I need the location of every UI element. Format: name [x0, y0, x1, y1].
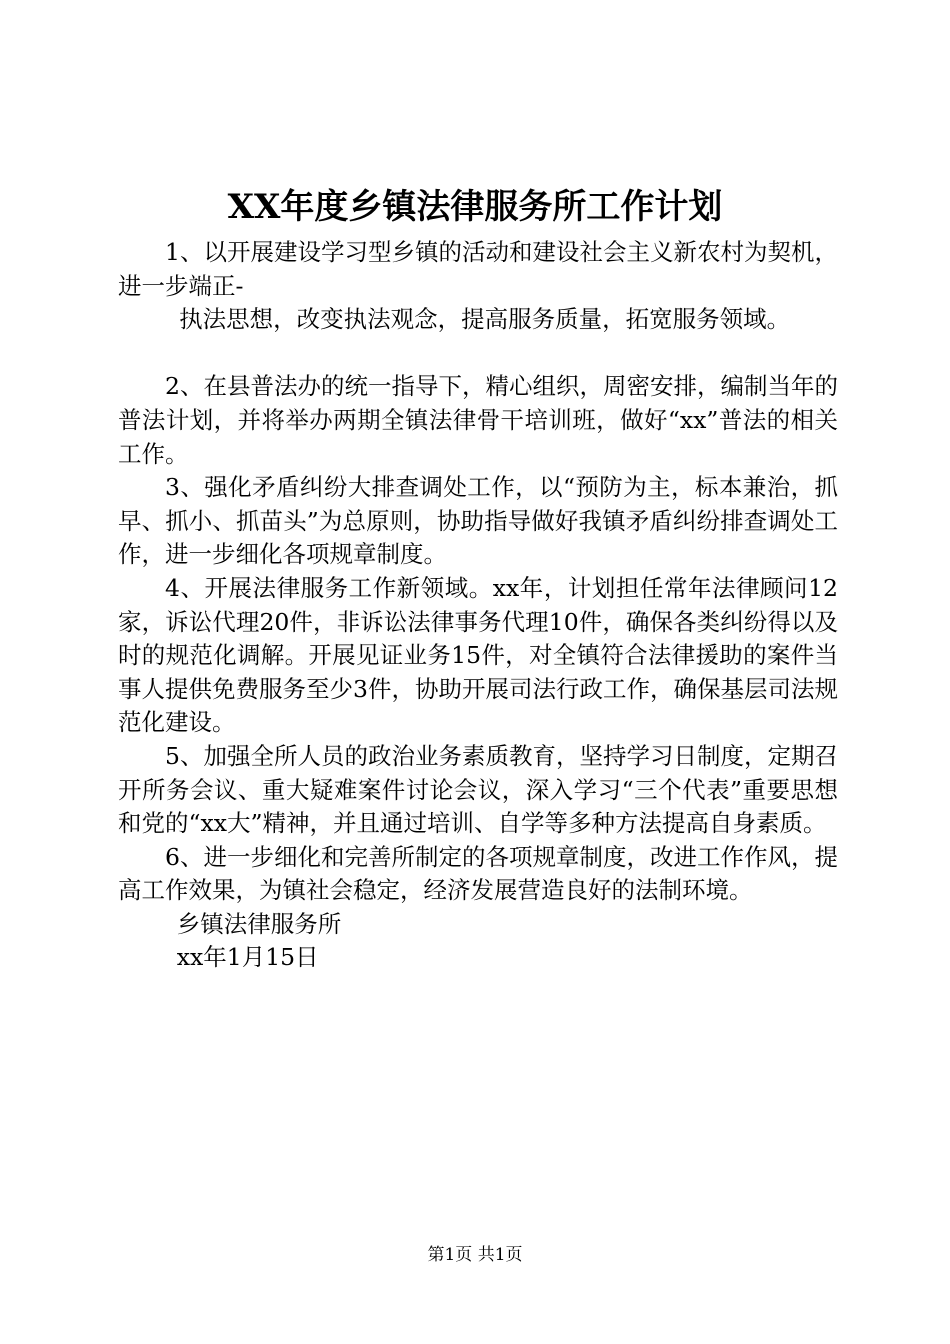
blank-line	[118, 337, 838, 371]
page-footer: 第1页 共1页	[427, 1245, 523, 1265]
signature-organization: 乡镇法律服务所	[176, 909, 342, 938]
document-body	[118, 236, 838, 975]
paragraph-2: 2、在县普法办的统一指导下，精心组织，周密安排，编制当年的普法计划，并将举办两期全镇法律骨干培训班，做好“xx”普法的相关工作。	[118, 372, 838, 468]
paragraph-6: 6、进一步细化和完善所制定的各项规章制度，改进工作作风，提高工作效果，为镇社会稳定，经济发展营造良好的法制环境。	[118, 842, 838, 905]
paragraph-1-continued: 执法思想，改变执法观念，提高服务质量，拓宽服务领域。	[179, 305, 791, 334]
paragraph-1: 1、以开展建设学习型乡镇的活动和建设社会主义新农村为契机，进一步端正-	[118, 238, 838, 300]
paragraph-4: 4、开展法律服务工作新领域。xx年，计划担任常年法律顾问12家，诉讼代理20件，非诉讼法律事务代理10件，确保各类纠纷得以及时的规范化调解。开展见证业务15件，对全镇符合法律援助的案件当事人提供免费服务至少3件，协助开展司法行政工作，确保基层司法规范化建设。	[118, 573, 838, 737]
document-title: XX年度乡镇法律服务所工作计划	[227, 187, 723, 227]
signature-date: xx年1月15日	[176, 943, 319, 972]
paragraph-5: 5、加强全所人员的政治业务素质教育，坚持学习日制度，定期召开所务会议、重大疑难案件讨论会议，深入学习“三个代表”重要思想和党的“xx大”精神，并且通过培训、自学等多种方法提高自身素质。	[118, 741, 838, 838]
paragraph-3: 3、强化矛盾纠纷大排查调处工作，以“预防为主，标本兼治，抓早、抓小、抓苗头”为总原则，协助指导做好我镇矛盾纠纷排查调处工作，进一步细化各项规章制度。	[118, 473, 838, 569]
